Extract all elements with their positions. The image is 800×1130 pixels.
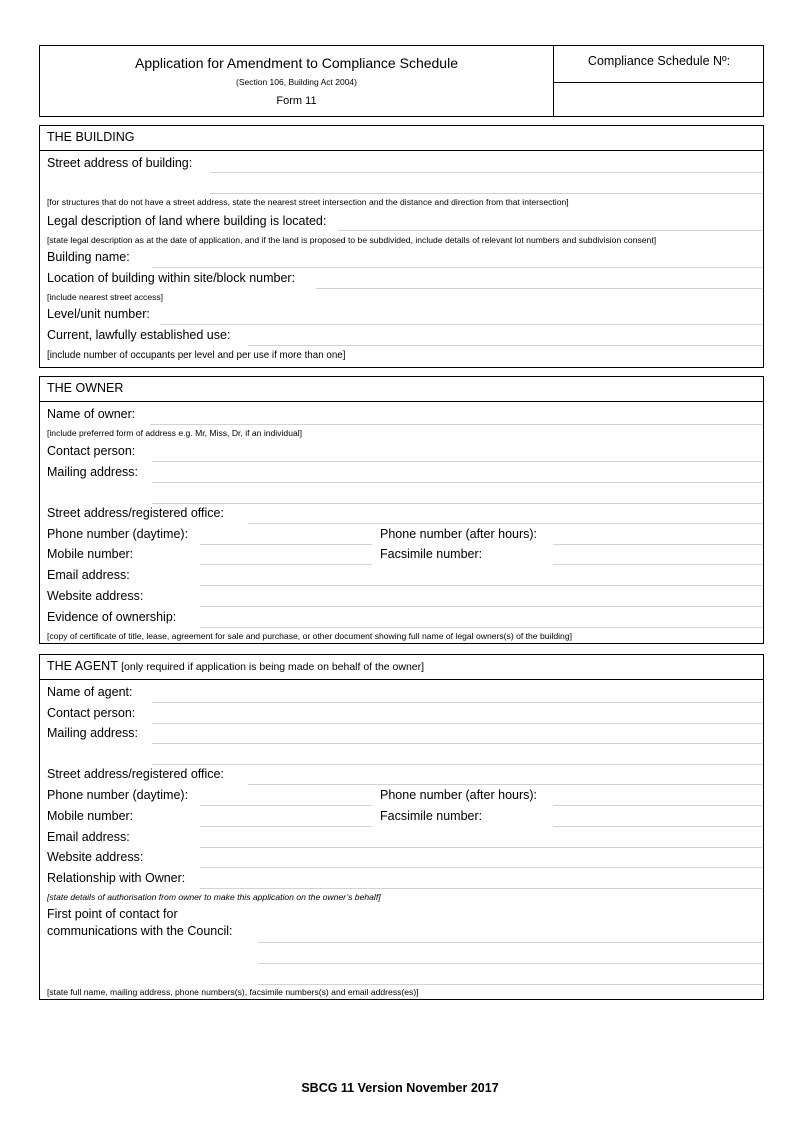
agent-email-label: Email address: <box>47 830 130 844</box>
owner-street-office-field[interactable] <box>248 523 762 524</box>
owner-contact-field[interactable] <box>152 461 762 462</box>
agent-phone-after-field[interactable] <box>553 805 762 806</box>
agent-heading-note: [only required if application is being made on behalf of the owner] <box>121 661 425 673</box>
first-contact-field-3[interactable] <box>258 984 762 985</box>
agent-mailing-label: Mailing address: <box>47 726 139 740</box>
form-title: Application for Amendment to Compliance Schedule <box>135 55 458 71</box>
agent-email-field[interactable] <box>200 847 762 848</box>
owner-name-field[interactable] <box>150 424 762 425</box>
first-contact-field[interactable] <box>258 942 762 943</box>
agent-contact-field[interactable] <box>152 723 762 724</box>
building-name-field[interactable] <box>152 267 762 268</box>
legal-description-label: Legal description of land where building is located: <box>47 214 327 228</box>
building-heading: THE BUILDING <box>47 130 135 144</box>
owner-evidence-field[interactable] <box>200 627 762 628</box>
agent-mobile-field[interactable] <box>200 826 372 827</box>
owner-name-label: Name of owner: <box>47 407 136 421</box>
owner-mailing-field-2[interactable] <box>152 503 762 504</box>
first-contact-field-2[interactable] <box>258 963 762 964</box>
street-address-field-2[interactable] <box>210 193 762 194</box>
agent-heading <box>47 659 424 673</box>
agent-heading-title: THE AGENT <box>47 659 118 673</box>
owner-fax-label: Facsimile number: <box>380 547 483 561</box>
owner-name-note: [include preferred form of address e.g. Mr, Miss, Dr, if an individual] <box>47 428 303 438</box>
building-heading-rule <box>39 150 764 151</box>
owner-phone-day-field[interactable] <box>200 544 372 545</box>
agent-relationship-field[interactable] <box>200 888 762 889</box>
agent-phone-after-label: Phone number (after hours): <box>380 788 538 802</box>
form-number: Form 11 <box>276 95 317 107</box>
owner-heading: THE OWNER <box>47 381 124 395</box>
legal-description-note: [state legal description as at the date of application, and if the land is proposed to be subdivided, include details of relevant lot numbers and subdivision consent] <box>47 235 657 245</box>
compliance-schedule-no-field[interactable] <box>556 85 762 115</box>
owner-email-field[interactable] <box>200 585 762 586</box>
street-address-field[interactable] <box>210 172 762 173</box>
street-address-note: [for structures that do not have a street address, state the nearest street intersection and the distance and direction from that intersection] <box>47 197 569 207</box>
compliance-schedule-no-label: Compliance Schedule Nº: <box>587 54 731 68</box>
legal-description-field[interactable] <box>338 230 762 231</box>
location-label: Location of building within site/block number: <box>47 271 296 285</box>
first-contact-label-line2: communications with the Council: <box>47 924 233 938</box>
agent-street-office-label: Street address/registered office: <box>47 767 224 781</box>
owner-evidence-label: Evidence of ownership: <box>47 610 177 624</box>
level-unit-label: Level/unit number: <box>47 307 150 321</box>
street-address-label: Street address of building: <box>47 156 193 170</box>
owner-mailing-label: Mailing address: <box>47 465 139 479</box>
form-subtitle: (Section 106, Building Act 2004) <box>236 77 357 87</box>
owner-mobile-label: Mobile number: <box>47 547 134 561</box>
agent-name-field[interactable] <box>152 702 762 703</box>
owner-street-office-label: Street address/registered office: <box>47 506 224 520</box>
owner-phone-after-label: Phone number (after hours): <box>380 527 538 541</box>
form-version-footer: SBCG 11 Version November 2017 <box>301 1081 499 1095</box>
agent-relationship-label: Relationship with Owner: <box>47 871 186 885</box>
owner-mobile-field[interactable] <box>200 564 372 565</box>
owner-website-field[interactable] <box>200 606 762 607</box>
agent-street-office-field[interactable] <box>248 784 762 785</box>
level-unit-field[interactable] <box>160 324 762 325</box>
owner-fax-field[interactable] <box>553 564 762 565</box>
schedule-no-divider <box>553 82 764 83</box>
first-contact-note: [state full name, mailing address, phone numbers(s), facsimile numbers(s) and email address(es)] <box>47 987 419 997</box>
owner-email-label: Email address: <box>47 568 130 582</box>
owner-phone-day-label: Phone number (daytime): <box>47 527 189 541</box>
owner-website-label: Website address: <box>47 589 144 603</box>
agent-section <box>39 654 764 1000</box>
agent-contact-label: Contact person: <box>47 706 136 720</box>
agent-mailing-field[interactable] <box>152 743 762 744</box>
agent-website-field[interactable] <box>200 867 762 868</box>
agent-fax-field[interactable] <box>553 826 762 827</box>
agent-relationship-note: [state details of authorisation from owner to make this application on the owner’s behalf] <box>47 892 381 902</box>
owner-heading-rule <box>39 401 764 402</box>
agent-mailing-field-2[interactable] <box>152 764 762 765</box>
owner-evidence-note: [copy of certificate of title, lease, agreement for sale and purchase, or other document showing full name of legal owners(s) of the building] <box>47 631 572 641</box>
location-field[interactable] <box>316 288 762 289</box>
agent-phone-day-field[interactable] <box>200 805 372 806</box>
first-contact-label-line1: First point of contact for <box>47 907 178 921</box>
agent-website-label: Website address: <box>47 850 144 864</box>
owner-contact-label: Contact person: <box>47 444 136 458</box>
current-use-note: [include number of occupants per level and per use if more than one] <box>47 350 346 361</box>
agent-heading-rule <box>39 679 764 680</box>
owner-phone-after-field[interactable] <box>553 544 762 545</box>
agent-name-label: Name of agent: <box>47 685 133 699</box>
owner-mailing-field[interactable] <box>152 482 762 483</box>
current-use-label: Current, lawfully established use: <box>47 328 231 342</box>
location-note: [include nearest street access] <box>47 292 164 302</box>
current-use-field[interactable] <box>248 345 762 346</box>
agent-fax-label: Facsimile number: <box>380 809 483 823</box>
building-name-label: Building name: <box>47 250 130 264</box>
agent-phone-day-label: Phone number (daytime): <box>47 788 189 802</box>
agent-mobile-label: Mobile number: <box>47 809 134 823</box>
